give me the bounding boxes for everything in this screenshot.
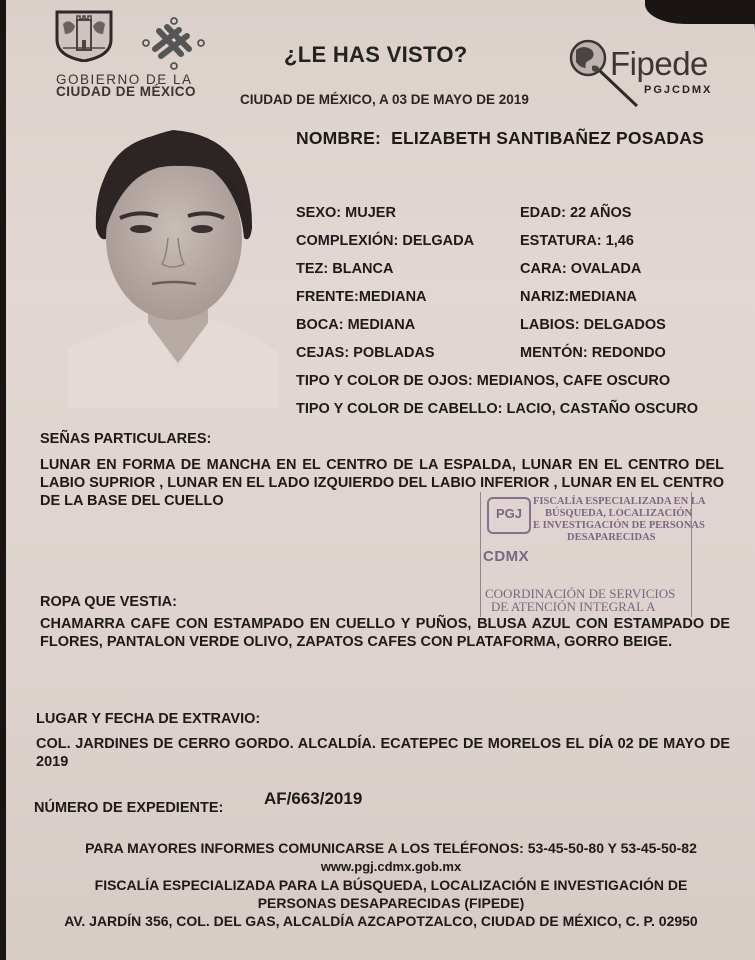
- case-number-label: NÚMERO DE EXPEDIENTE:: [34, 800, 224, 816]
- person-name-row: [296, 128, 704, 149]
- field-nariz: NARIZ:MEDIANA: [520, 289, 637, 305]
- cdmx-coat-of-arms-icon: [53, 10, 115, 62]
- stamp-cdmx: CDMX: [483, 548, 530, 565]
- footer-website[interactable]: www.pgj.cdmx.gob.mx: [320, 859, 462, 874]
- person-name: ELIZABETH SANTIBAÑEZ POSADAS: [391, 128, 704, 148]
- field-cara: CARA: OVALADA: [520, 261, 642, 277]
- official-stamp: [480, 492, 706, 617]
- stamp-line1: FISCALÍA ESPECIALIZADA EN LA: [533, 496, 706, 507]
- field-ojos: TIPO Y COLOR DE OJOS: MEDIANOS, CAFE OSCURO: [296, 373, 671, 389]
- field-estatura: ESTATURA: 1,46: [520, 233, 634, 249]
- case-number: AF/663/2019: [264, 789, 363, 808]
- footer-phones: PARA MAYORES INFORMES COMUNICARSE A LOS TELÉFONOS: 53-45-50-80 Y 53-45-50-82: [85, 840, 697, 856]
- flyer-title: ¿LE HAS VISTO?: [284, 42, 468, 67]
- field-tez: TEZ: BLANCA: [296, 261, 394, 277]
- stamp-coord1: COORDINACIÓN DE SERVICIOS: [485, 586, 676, 601]
- marks-label: SEÑAS PARTICULARES:: [40, 431, 212, 447]
- clothing-text: CHAMARRA CAFE CON ESTAMPADO EN CUELLO Y PUÑOS, BLUSA AZUL CON ESTAMPADO DE FLORES, PANTALON VERDE OLIVO, ZAPATOS CAFES CON PLATAFORMA, GORRO BEIGE.: [40, 616, 730, 650]
- page-corner-shadow: [645, 0, 755, 24]
- disappearance-label: LUGAR Y FECHA DE EXTRAVIO:: [36, 711, 261, 727]
- marks-text: LUNAR EN FORMA DE MANCHA EN EL CENTRO DE LA ESPALDA, LUNAR EN EL CENTRO DEL LABIO SUPRIOR , LUNAR EN EL LADO IZQUIERDO DEL LABIO INFERIOR , LUNAR EN EL CENTRO DE LA BASE DEL CUELLO: [40, 457, 724, 509]
- stamp-coord2: DE ATENCIÓN INTEGRAL A: [491, 599, 656, 614]
- field-menton: MENTÓN: REDONDO: [520, 345, 666, 361]
- field-cejas: CEJAS: POBLADAS: [296, 345, 435, 361]
- field-cabello: TIPO Y COLOR DE CABELLO: LACIO, CASTAÑO OSCURO: [296, 401, 698, 417]
- missing-person-flyer: [6, 0, 755, 960]
- stamp-pgj-logo: PGJ: [487, 497, 531, 534]
- issue-date: CIUDAD DE MÉXICO, A 03 DE MAYO DE 2019: [240, 92, 529, 107]
- footer-agency-line1: FISCALÍA ESPECIALIZADA PARA LA BÚSQUEDA, LOCALIZACIÓN E INVESTIGACIÓN DE: [94, 877, 688, 893]
- government-name-line2: CIUDAD DE MÉXICO: [56, 84, 197, 99]
- person-photo: [68, 118, 278, 408]
- cdmx-knot-logo-icon: [141, 16, 206, 71]
- field-labios: LABIOS: DELGADOS: [520, 317, 666, 333]
- field-frente: FRENTE:MEDIANA: [296, 289, 427, 305]
- field-sexo: SEXO: MUJER: [296, 205, 396, 221]
- government-name-line1: GOBIERNO DE LA: [56, 72, 193, 87]
- fipede-logo-text: Fipede: [610, 45, 708, 82]
- pgj-logo-text: PGJCDMX: [644, 84, 713, 96]
- field-boca: BOCA: MEDIANA: [296, 317, 416, 333]
- footer-agency-line2: PERSONAS DESAPARECIDAS (FIPEDE): [257, 895, 525, 911]
- stamp-line3: E INVESTIGACIÓN DE PERSONAS: [533, 520, 705, 531]
- stamp-line4: DESAPARECIDAS: [567, 532, 656, 543]
- clothing-label: ROPA QUE VESTIA:: [40, 594, 177, 610]
- disappearance-text: COL. JARDINES DE CERRO GORDO. ALCALDÍA. ECATEPEC DE MORELOS EL DÍA 02 DE MAYO DE 2019: [36, 736, 730, 770]
- field-edad: EDAD: 22 AÑOS: [520, 205, 632, 221]
- stamp-line2: BÚSQUEDA, LOCALIZACIÓN: [545, 508, 693, 519]
- field-complexion: COMPLEXIÓN: DELGADA: [296, 233, 475, 249]
- name-label: NOMBRE:: [296, 128, 382, 148]
- footer-address: AV. JARDÍN 356, COL. DEL GAS, ALCALDÍA AZCAPOTZALCO, CIUDAD DE MÉXICO, C. P. 02950: [64, 913, 698, 929]
